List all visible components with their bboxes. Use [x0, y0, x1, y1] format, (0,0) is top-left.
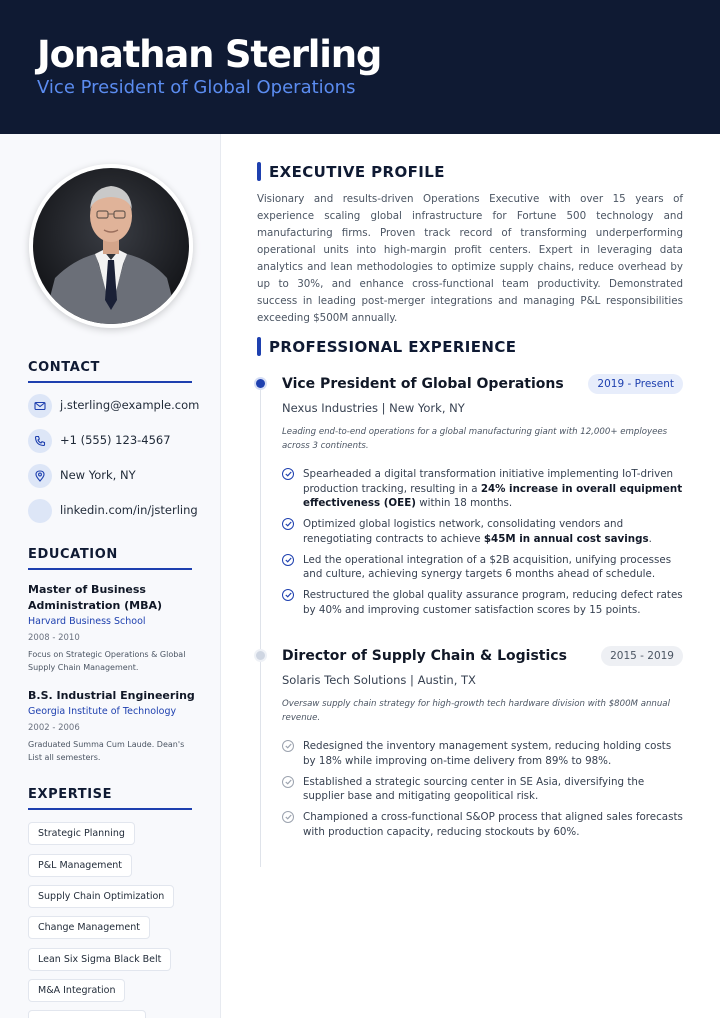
job-bullet: Established a strategic sourcing center in SE Asia, diversifying the supplier base and mitigating geopolitical risk.	[282, 775, 683, 804]
education-years: 2002 - 2006	[28, 723, 80, 733]
expertise-heading: EXPERTISE	[28, 787, 192, 810]
job-bullet: Led the operational integration of a $2B acquisition, unifying processes and culture, achieving synergy targets 6 months ahead of schedule.	[282, 553, 683, 582]
contact-linkedin-text: linkedin.com/in/jsterling	[60, 503, 198, 517]
location-pin-icon	[28, 464, 52, 488]
timeline-dot-past	[256, 651, 265, 660]
check-circle-icon	[282, 740, 294, 752]
education-school: Harvard Business School	[28, 616, 146, 627]
job-bullet: Spearheaded a digital transformation initiative implementing IoT-driven production tracking, resulting in a 24% increase in overall equipment effectiveness (OEE) within 18 months.	[282, 467, 683, 511]
education-heading: EDUCATION	[28, 547, 192, 570]
check-circle-icon	[282, 776, 294, 788]
check-circle-icon	[282, 468, 294, 480]
job-role: Director of Supply Chain & Logistics	[282, 648, 567, 664]
job-company: Nexus Industries | New York, NY	[282, 401, 465, 415]
expertise-tag: P&L Management	[28, 854, 132, 877]
linkedin-icon	[28, 499, 52, 523]
section-accent-bar	[257, 162, 261, 181]
education-note: Focus on Strategic Operations & Global Supply Chain Management.	[28, 650, 186, 672]
contact-heading: CONTACT	[28, 360, 192, 383]
expertise-tag-partial	[28, 1010, 146, 1018]
phone-icon	[28, 429, 52, 453]
resume-header	[0, 0, 720, 134]
expertise-tag: Lean Six Sigma Black Belt	[28, 948, 171, 971]
experience-heading: PROFESSIONAL EXPERIENCE	[269, 338, 517, 356]
check-circle-icon	[282, 589, 294, 601]
timeline-dot-current	[256, 379, 265, 388]
check-circle-icon	[282, 554, 294, 566]
job-bullets	[282, 467, 683, 624]
mail-icon	[28, 394, 52, 418]
sidebar	[0, 134, 221, 1018]
timeline-line	[260, 384, 261, 867]
expertise-tag: M&A Integration	[28, 979, 125, 1002]
job-bullet: Restructured the global quality assurance program, reducing defect rates by 40% and improving customer satisfaction scores by 15 points.	[282, 588, 683, 617]
education-school: Georgia Institute of Technology	[28, 706, 177, 717]
education-entry	[28, 582, 198, 674]
job-company: Solaris Tech Solutions | Austin, TX	[282, 673, 476, 687]
main-content	[221, 134, 720, 1018]
profile-photo	[29, 164, 193, 328]
education-years: 2008 - 2010	[28, 633, 80, 643]
job-role: Vice President of Global Operations	[282, 376, 564, 392]
education-note: Graduated Summa Cum Laude. Dean's List all semesters.	[28, 740, 185, 762]
job-dates-badge: 2015 - 2019	[601, 646, 683, 666]
expertise-tag: Change Management	[28, 916, 150, 939]
job-bullets	[282, 739, 683, 846]
contact-email-text: j.sterling@example.com	[60, 398, 200, 412]
contact-linkedin[interactable]	[28, 499, 208, 523]
contact-email[interactable]	[28, 394, 208, 418]
education-entry	[28, 688, 198, 764]
candidate-title: Vice President of Global Operations	[37, 77, 356, 98]
contact-phone[interactable]	[28, 429, 208, 453]
job-description: Oversaw supply chain strategy for high-growth tech hardware division with $800M annual revenue.	[282, 699, 670, 723]
profile-text: Visionary and results-driven Operations Executive with over 15 years of experience scaling global infrastructure for Fortune 500 technology and manufacturing firms. Proven track record of transforming underperforming operational units into high-margin profit centers. Expert in leveraging data analytics and lean methodologies to optimize supply chains, reduce overhead by up to 30%, and enhance cross-functional team productivity. Demonstrated success in leading post-merger integrations and managing P&L responsibilities exceeding $500M annually.	[257, 193, 683, 324]
candidate-name: Jonathan Sterling	[37, 33, 382, 76]
check-circle-icon	[282, 811, 294, 823]
contact-location-text: New York, NY	[60, 468, 136, 482]
contact-phone-text: +1 (555) 123-4567	[60, 433, 171, 447]
expertise-tag: Strategic Planning	[28, 822, 135, 845]
expertise-tag: Supply Chain Optimization	[28, 885, 174, 908]
job-bullet: Redesigned the inventory management system, reducing holding costs by 18% while improving on-time delivery from 89% to 98%.	[282, 739, 683, 768]
profile-heading: EXECUTIVE PROFILE	[269, 163, 445, 181]
contact-location	[28, 464, 208, 488]
check-circle-icon	[282, 518, 294, 530]
job-bullet: Championed a cross-functional S&OP process that aligned sales forecasts with production capacity, reducing stockouts by 60%.	[282, 810, 683, 839]
job-description: Leading end-to-end operations for a global manufacturing giant with 12,000+ employees across 3 continents.	[282, 427, 668, 451]
job-bullet: Optimized global logistics network, consolidating vendors and renegotiating contracts to achieve $45M in annual cost savings.	[282, 517, 683, 546]
job-dates-badge: 2019 - Present	[588, 374, 683, 394]
education-degree: B.S. Industrial Engineering	[28, 689, 195, 702]
education-degree: Master of Business Administration (MBA)	[28, 583, 163, 612]
section-accent-bar	[257, 337, 261, 356]
